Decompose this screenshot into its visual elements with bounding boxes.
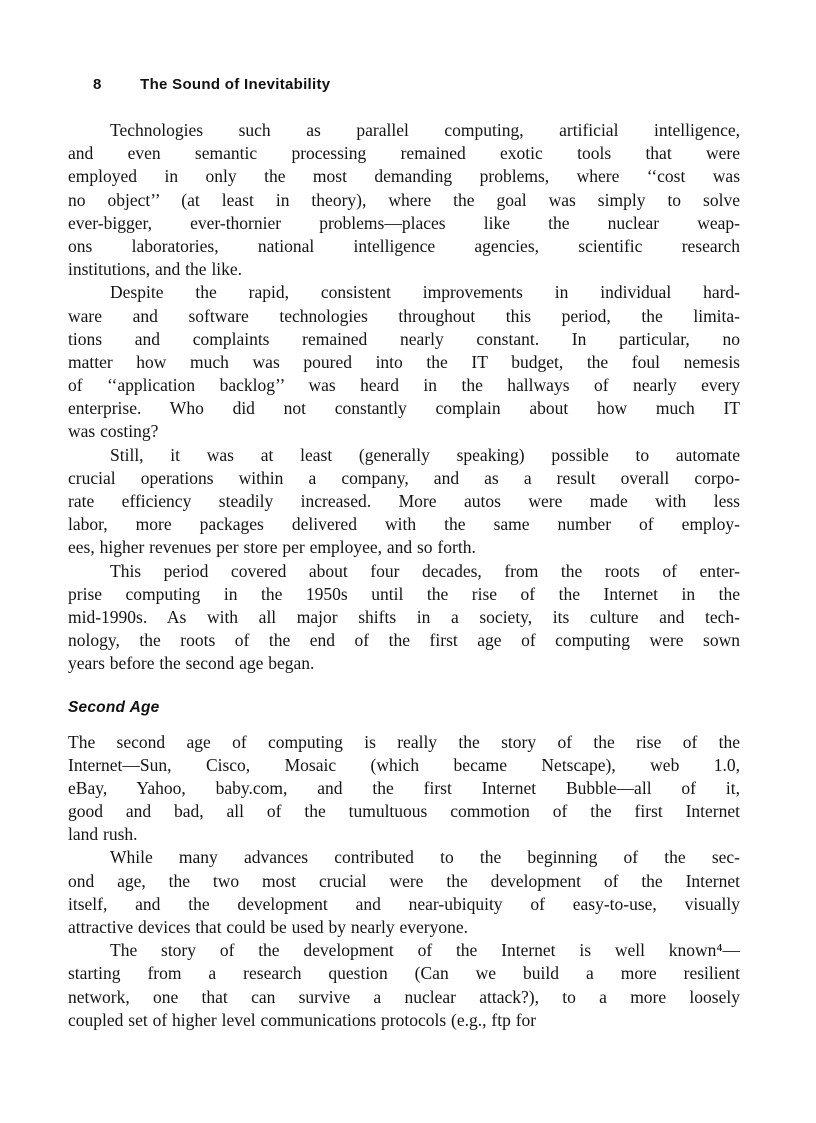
paragraph (68, 939, 740, 1032)
body-line: ons laboratories, national intelligence agencies, scientific research (68, 235, 740, 256)
body-line: eBay, Yahoo, baby.com, and the first Internet Bubble—all of it, (68, 777, 740, 798)
body-line: labor, more packages delivered with the same number of employ- (68, 514, 740, 535)
body-line: no object’’ (at least in theory), where the goal was simply to solve (68, 189, 740, 210)
running-head-title: The Sound of Inevitability (140, 76, 331, 93)
body-line: Still, it was at least (generally speaking) possible to automate (110, 444, 740, 465)
body-line: While many advances contributed to the beginning of the sec- (110, 847, 740, 868)
paragraph (68, 731, 740, 847)
section-heading: Second Age (68, 698, 160, 716)
paragraph (68, 846, 740, 939)
page-header (68, 76, 740, 93)
body-line: employed in only the most demanding problems, where ‘‘cost was (68, 166, 740, 187)
body-line: prise computing in the 1950s until the rise of the Internet in the (68, 583, 740, 604)
body-line: of ‘‘application backlog’’ was heard in the hallways of nearly every (68, 375, 740, 396)
body-line: land rush. (68, 824, 138, 845)
body-line: crucial operations within a company, and as a result overall corpo- (68, 467, 740, 488)
body-line: starting from a research question (Can we build a more resilient (68, 963, 740, 984)
body-line: coupled set of higher level communications protocols (e.g., ftp for (68, 1009, 537, 1030)
page-number: 8 (93, 76, 102, 93)
body-line: enterprise. Who did not constantly complain about how much IT (68, 398, 740, 419)
body-line: ware and software technologies throughout this period, the limita- (68, 305, 740, 326)
body-line: The story of the development of the Internet is well known⁴— (110, 940, 740, 961)
body-line: Despite the rapid, consistent improvements in individual hard- (110, 282, 740, 303)
body-line: ees, higher revenues per store per employee, and so forth. (68, 537, 476, 558)
body-line: itself, and the development and near-ubiquity of easy-to-use, visually (68, 893, 740, 914)
paragraph (68, 560, 740, 676)
body-line: Internet—Sun, Cisco, Mosaic (which became Netscape), web 1.0, (68, 754, 740, 775)
paragraph (68, 119, 740, 281)
body-text (68, 119, 740, 1032)
body-line: mid-1990s. As with all major shifts in a society, its culture and tech- (68, 606, 740, 627)
body-line: attractive devices that could be used by nearly everyone. (68, 917, 469, 937)
body-line: rate efficiency steadily increased. More autos were made with less (68, 491, 740, 511)
paragraph (68, 444, 740, 560)
body-line: and even semantic processing remained exotic tools that were (68, 143, 740, 164)
body-line: Technologies such as parallel computing, artificial intelligence, (110, 120, 740, 140)
body-line: institutions, and the like. (68, 259, 243, 280)
body-line: was costing? (68, 421, 159, 442)
body-line: ond age, the two most crucial were the development of the Internet (68, 870, 740, 891)
body-line: This period covered about four decades, from the roots of enter- (110, 560, 740, 581)
body-line: tions and complaints remained nearly constant. In particular, no (68, 328, 740, 349)
body-line: ever-bigger, ever-thornier problems—places like the nuclear weap- (68, 212, 740, 233)
body-line: good and bad, all of the tumultuous commotion of the first Internet (68, 801, 740, 822)
body-line: matter how much was poured into the IT budget, the foul nemesis (68, 351, 740, 372)
body-line: The second age of computing is really the story of the rise of the (68, 731, 740, 752)
body-line: network, one that can survive a nuclear attack?), to a more loosely (68, 986, 740, 1007)
body-line: nology, the roots of the end of the first age of computing were sown (68, 630, 740, 651)
body-line: years before the second age began. (68, 653, 315, 674)
paragraph (68, 281, 740, 443)
